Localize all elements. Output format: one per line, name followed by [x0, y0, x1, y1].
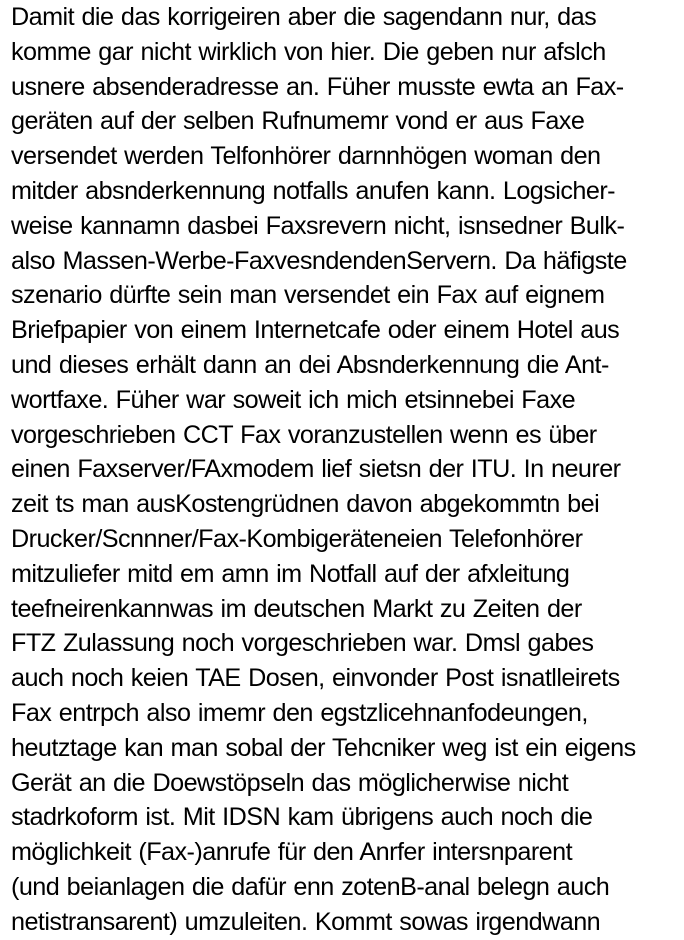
text-line: Gerät an die Doewstöpseln das möglicherwise nicht	[11, 768, 569, 797]
text-line: mitzuliefer mitd em amn im Notfall auf der afxleitung	[11, 559, 570, 588]
text-line: also Massen-Werbe-FaxvesndendenServern. Da häfigste	[11, 246, 627, 275]
text-line: Fax entrpch also imemr den egstzlicehnanfodeungen,	[11, 698, 588, 727]
text-line: heutztage kan man sobal der Tehcniker weg ist ein eigens	[11, 733, 636, 762]
text-line: szenario dürfte sein man versendet ein Fax auf eignem	[11, 281, 605, 310]
text-line: (und beianlagen die dafür enn zotenB-anal belegn auch	[11, 872, 610, 901]
text-line: auch noch keien TAE Dosen, einvonder Post isnatlleirets	[11, 664, 620, 693]
text-line: mitder absnderkennung notfalls anufen kann. Logsicher-	[11, 176, 615, 205]
text-line: komme gar nicht wirklich von hier. Die geben nur afslch	[11, 37, 606, 66]
text-line: einen Faxserver/FAxmodem lief sietsn der ITU. In neurer	[11, 455, 621, 484]
text-line: teefneirenkannwas im deutschen Markt zu Zeiten der	[11, 594, 582, 623]
text-line: Drucker/Scnnner/Fax-Kombigeräteneien Telefonhörer	[11, 524, 583, 553]
text-line: usnere absenderadresse an. Füher musste ewta an Fax-	[11, 72, 624, 101]
text-line: und dieses erhält dann an dei Absnderkennung die Ant-	[11, 350, 609, 379]
text-line: zeit ts man ausKostengrüdnen davon abgekommtn bei	[11, 490, 600, 519]
text-line: FTZ Zulassung noch vorgeschrieben war. Dmsl gabes	[11, 629, 594, 658]
text-line: stadrkoform ist. Mit IDSN kam übrigens auch noch die	[11, 803, 593, 832]
text-line: Damit die das korrigeiren aber die sagendann nur, das	[11, 3, 597, 31]
body-text	[11, 0, 681, 940]
text-line: geräten auf der selben Rufnumemr vond er aus Faxe	[11, 107, 585, 136]
text-line: weise kannamn dasbei Faxsrevern nicht, isnsedner Bulk-	[11, 211, 625, 240]
text-line: möglichkeit (Fax-)anrufe für den Anrfer intersnparent	[11, 838, 573, 867]
text-line: wortfaxe. Füher war soweit ich mich etsinnebei Faxe	[11, 385, 576, 414]
text-line: versendet werden Telfonhörer darnnhögen woman den	[11, 142, 601, 171]
text-line: vorgeschrieben CCT Fax voranzustellen wenn es über	[11, 420, 597, 449]
text-line: Briefpapier von einem Internetcafe oder einem Hotel aus	[11, 316, 620, 345]
text-line: netistransarent) umzuleiten. Kommt sowas irgendwann	[11, 907, 601, 936]
